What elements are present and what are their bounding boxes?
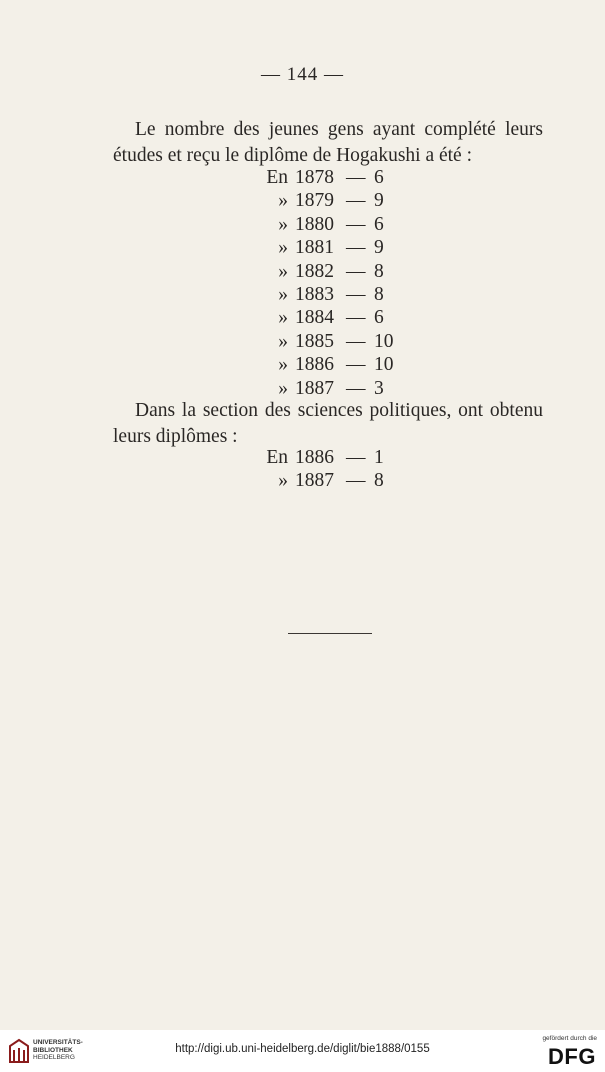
graduates-table: [0, 166, 605, 400]
row-prefix: »: [278, 213, 288, 235]
row-year: 1883: [295, 283, 334, 305]
row-value: 10: [374, 354, 394, 376]
viewer-footer: [0, 1030, 605, 1072]
table-row: [0, 446, 605, 469]
sponsor-note: gefördert durch die: [542, 1035, 597, 1042]
row-value: 6: [374, 213, 384, 235]
row-prefix: »: [278, 307, 288, 329]
paragraph-line: études et reçu le diplôme de Hogakushi a été :: [113, 145, 472, 166]
table-row: [0, 306, 605, 329]
library-name-line: BIBLIOTHEK: [33, 1046, 73, 1054]
page-number: — 144 —: [261, 64, 344, 85]
row-value: 8: [374, 283, 384, 305]
row-value: 10: [374, 330, 394, 352]
row-dash: —: [346, 283, 366, 305]
row-dash: —: [346, 330, 366, 352]
table-row: [0, 469, 605, 492]
table-row: [0, 377, 605, 400]
row-value: 6: [374, 167, 384, 188]
row-dash: —: [346, 213, 366, 235]
row-year: 1882: [295, 260, 334, 282]
row-prefix: En: [266, 167, 288, 188]
row-year: 1887: [295, 470, 334, 492]
dfg-logo: DFG: [548, 1044, 596, 1069]
row-dash: —: [346, 377, 366, 399]
row-year: 1879: [295, 190, 334, 212]
row-value: 8: [374, 470, 384, 492]
row-value: 8: [374, 260, 384, 282]
row-year: 1886: [295, 447, 334, 468]
row-year: 1878: [295, 167, 334, 188]
permalink-url[interactable]: http://digi.ub.uni-heidelberg.de/diglit/bie1888/0155: [175, 1043, 430, 1055]
row-prefix: »: [278, 354, 288, 376]
table-row: [0, 330, 605, 353]
table-row: [0, 166, 605, 189]
row-dash: —: [346, 447, 366, 468]
row-value: 9: [374, 190, 384, 212]
political-graduates-table: [0, 446, 605, 493]
section-divider: [288, 633, 372, 634]
row-value: 9: [374, 237, 384, 259]
row-year: 1886: [295, 354, 334, 376]
row-dash: —: [346, 354, 366, 376]
table-row: [0, 260, 605, 283]
row-prefix: En: [266, 447, 288, 468]
row-prefix: »: [278, 377, 288, 399]
paragraph-line: Le nombre des jeunes gens ayant complété leurs: [135, 119, 543, 140]
row-dash: —: [346, 260, 366, 282]
row-dash: —: [346, 167, 366, 188]
row-dash: —: [346, 307, 366, 329]
row-year: 1881: [295, 237, 334, 259]
row-value: 3: [374, 377, 384, 399]
row-dash: —: [346, 470, 366, 492]
row-prefix: »: [278, 283, 288, 305]
table-row: [0, 189, 605, 212]
row-prefix: »: [278, 470, 288, 492]
row-prefix: »: [278, 190, 288, 212]
paragraph-line: leurs diplômes :: [113, 426, 238, 447]
library-name-line: HEIDELBERG: [33, 1054, 75, 1061]
row-prefix: »: [278, 260, 288, 282]
table-row: [0, 353, 605, 376]
paragraph-political-sciences: [113, 398, 543, 450]
library-name-line: UNIVERSITÄTS-: [33, 1039, 83, 1046]
row-year: 1887: [295, 377, 334, 399]
row-dash: —: [346, 237, 366, 259]
row-year: 1884: [295, 307, 334, 329]
row-year: 1885: [295, 330, 334, 352]
row-year: 1880: [295, 213, 334, 235]
row-prefix: »: [278, 330, 288, 352]
row-prefix: »: [278, 237, 288, 259]
row-value: 6: [374, 307, 384, 329]
row-dash: —: [346, 190, 366, 212]
row-value: 1: [374, 447, 384, 468]
table-row: [0, 213, 605, 236]
table-row: [0, 236, 605, 259]
table-row: [0, 283, 605, 306]
paragraph-line: Dans la section des sciences politiques, ont obtenu: [135, 400, 543, 421]
paragraph-hogakushi: [113, 117, 543, 169]
